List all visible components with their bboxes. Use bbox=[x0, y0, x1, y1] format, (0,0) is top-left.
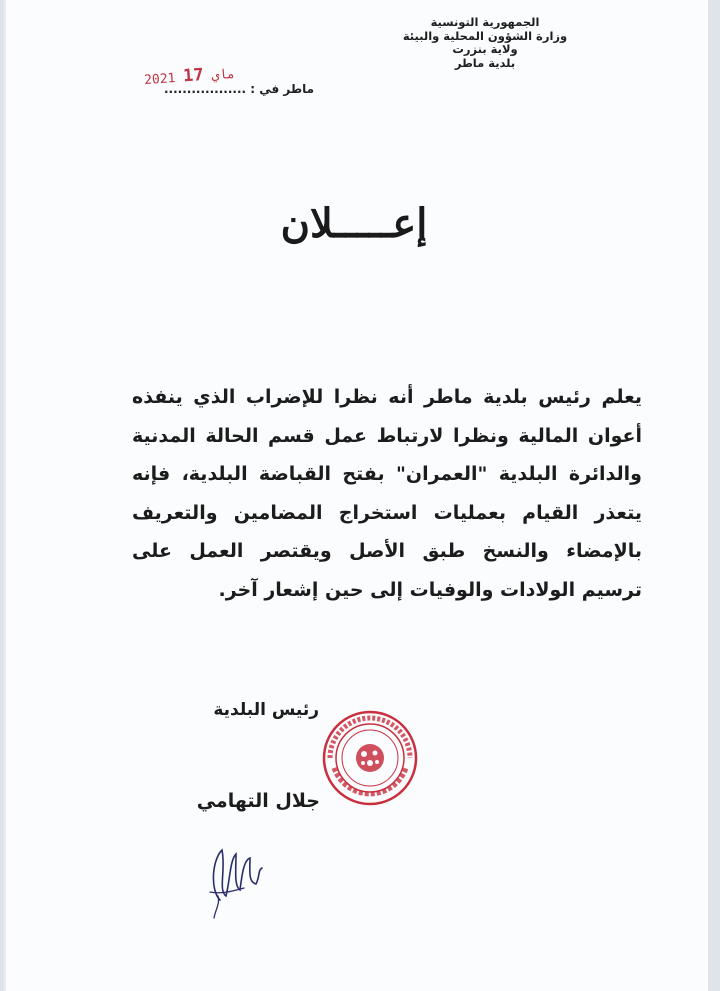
document-page bbox=[4, 0, 708, 991]
announcement-body bbox=[132, 378, 642, 609]
announcement-title: إعـــــلان bbox=[280, 200, 428, 247]
letterhead-line-municipality: بلدية ماطر bbox=[454, 55, 516, 70]
announcement-paragraph: يعلم رئيس بلدية ماطر أنه نظرا للإضراب الذي ينفذه أعوان المالية ونظرا لارتباط عمل قسم الحالة المدنية والدائرة البلدية "العمران" بفتح القباضة البلدية، فإنه يتعذر القيام بعمليات استخراج المضامين والتعريف بالإمضاء والنسخ طبق الأصل ويقتصر العمل على ترسيم الولادات والوفيات إلى حين إشعار آخر. bbox=[132, 386, 642, 601]
letterhead-line-ministry: وزارة الشؤون المحلية والبيئة bbox=[402, 28, 568, 43]
signatory-name: جلال التهامي bbox=[196, 790, 320, 812]
date-dots: .................. bbox=[164, 82, 247, 96]
date-stamp-day: 17 bbox=[182, 65, 205, 87]
date-line bbox=[164, 82, 314, 96]
official-seal bbox=[320, 708, 420, 808]
date-label: ماطر في : bbox=[246, 82, 315, 96]
letterhead-line-governorate: ولاية بنزرت bbox=[452, 42, 518, 56]
handwritten-signature bbox=[200, 830, 270, 920]
letterhead bbox=[370, 16, 600, 70]
date-stamp-year: 2021 bbox=[143, 71, 176, 89]
date-stamp-month: ماي bbox=[210, 66, 236, 84]
letterhead-line-republic: الجمهورية التونسية bbox=[430, 15, 540, 29]
signature-role: رئيس البلدية bbox=[213, 700, 319, 720]
